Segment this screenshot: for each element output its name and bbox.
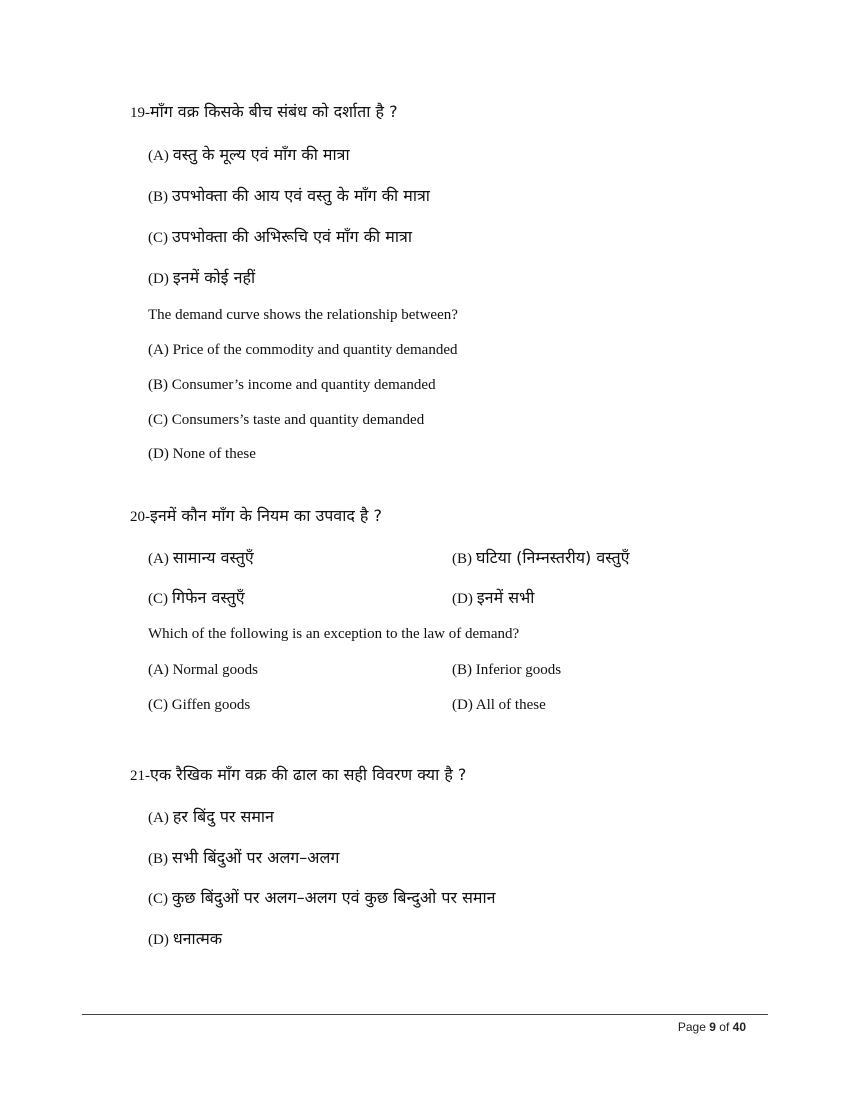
footer-divider xyxy=(82,1014,768,1015)
q20-option-a-hindi: (A) सामान्य वस्तुएँ xyxy=(148,548,254,567)
question-19-hindi xyxy=(130,100,398,122)
q19-option-c-hindi: (C) उपभोक्ता की अभिरूचि एवं माँग की मात्रा xyxy=(148,227,412,246)
q20-option-c-english: (C) Giffen goods xyxy=(148,697,251,713)
q19-option-b-hindi: (B) उपभोक्ता की आय एवं वस्तु के माँग की मात्रा xyxy=(148,186,430,205)
q20-option-c-hindi: (C) गिफेन वस्तुएँ xyxy=(148,588,245,607)
q20-option-a-english: (A) Normal goods xyxy=(148,662,258,678)
question-number: 20- xyxy=(130,509,150,525)
q20-english-question: Which of the following is an exception to the law of demand? xyxy=(148,626,520,642)
q19-option-b-english: (B) Consumer’s income and quantity demanded xyxy=(148,377,436,393)
q19-option-d-hindi: (D) इनमें कोई नहीं xyxy=(148,268,256,287)
question-text-hindi: इनमें कौन माँग के नियम का उपवाद है ? xyxy=(150,506,382,525)
q20-option-b-english: (B) Inferior goods xyxy=(452,662,562,678)
q20-option-d-english: (D) All of these xyxy=(452,697,546,713)
question-text-hindi: एक रैखिक माँग वक्र की ढाल का सही विवरण क्या है ? xyxy=(150,765,467,784)
question-number: 19- xyxy=(130,105,150,121)
q21-option-a-hindi: (A) हर बिंदु पर समान xyxy=(148,807,274,826)
q20-option-b-hindi: (B) घटिया (निम्नस्तरीय) वस्तुएँ xyxy=(452,548,630,567)
q19-english-question: The demand curve shows the relationship between? xyxy=(148,307,458,323)
page-number: Page 9 of 40 xyxy=(677,1020,746,1034)
q21-option-b-hindi: (B) सभी बिंदुओं पर अलग–अलग xyxy=(148,848,340,867)
q21-option-d-hindi: (D) धनात्मक xyxy=(148,929,223,948)
q19-option-d-english: (D) None of these xyxy=(148,446,256,462)
q19-option-a-english: (A) Price of the commodity and quantity demanded xyxy=(148,342,458,358)
q19-option-c-english: (C) Consumers’s taste and quantity demanded xyxy=(148,412,425,428)
question-21-hindi xyxy=(130,763,466,785)
q21-option-c-hindi: (C) कुछ बिंदुओं पर अलग–अलग एवं कुछ बिन्दुओ पर समान xyxy=(148,888,496,907)
question-20-hindi xyxy=(130,504,382,526)
question-number: 21- xyxy=(130,768,150,784)
q19-option-a-hindi: (A) वस्तु के मूल्य एवं माँग की मात्रा xyxy=(148,145,350,164)
question-text-hindi: माँग वक्र किसके बीच संबंध को दर्शाता है ? xyxy=(150,102,398,121)
q20-option-d-hindi: (D) इनमें सभी xyxy=(452,588,535,607)
